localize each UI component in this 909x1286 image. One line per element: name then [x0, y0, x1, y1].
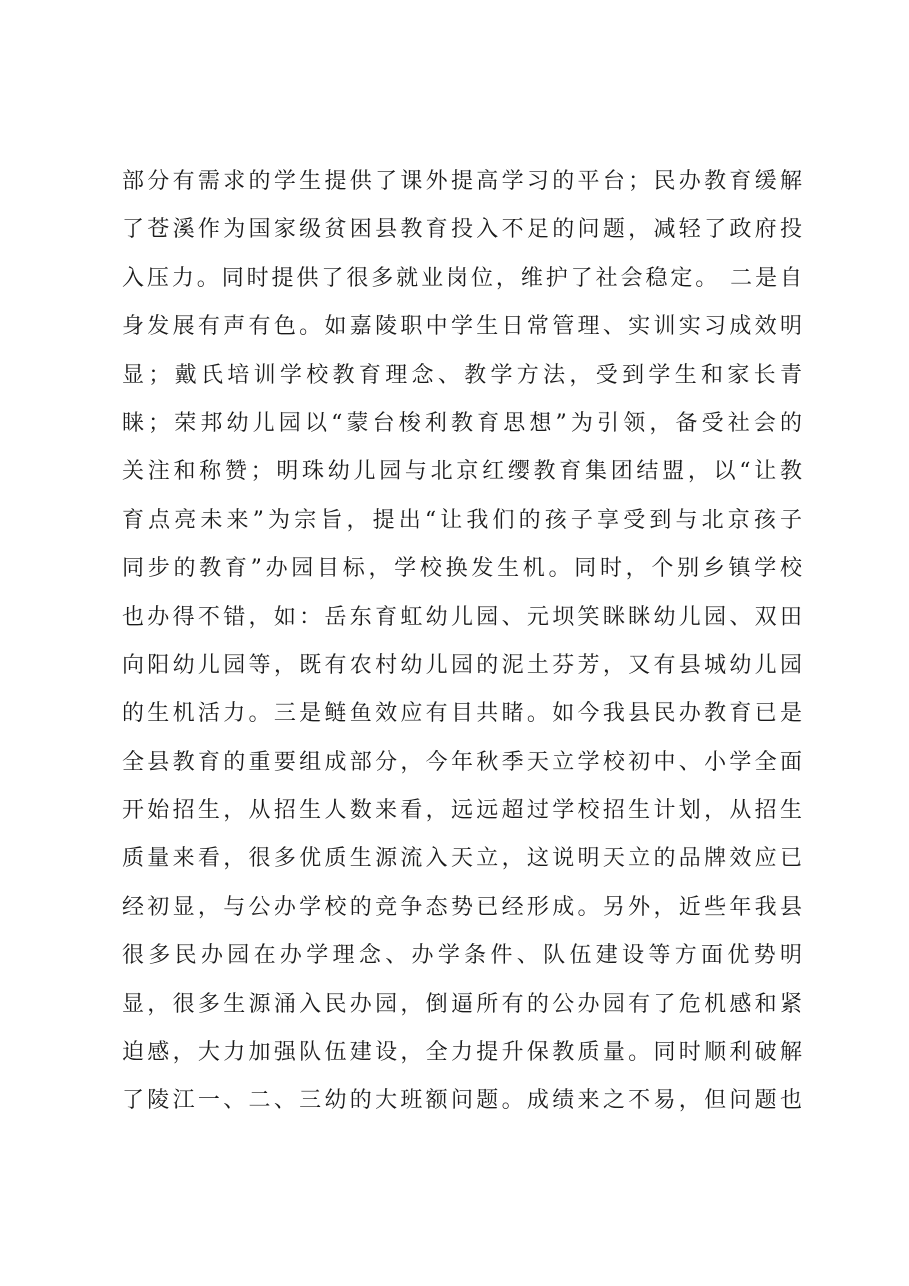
text-line: 同步的教育”办园目标，学校换发生机。同时，个别乡镇学校	[122, 556, 802, 582]
text-line: 很多民办园在办学理念、办学条件、队伍建设等方面优势明	[122, 943, 802, 969]
text-line: 的生机活力。三是鲢鱼效应有目共睹。如今我县民办教育已是	[122, 701, 802, 727]
text-line: 经初显，与公办学校的竞争态势已经形成。另外，近些年我县	[122, 894, 802, 920]
text-line: 质量来看，很多优质生源流入天立，这说明天立的品牌效应已	[122, 846, 802, 872]
text-line: 也办得不错，如：岳东育虹幼儿园、元坝笑眯眯幼儿园、双田	[122, 604, 802, 630]
text-line: 入压力。同时提供了很多就业岗位，维护了社会稳定。 二是自	[122, 265, 802, 291]
text-line: 迫感，大力加强队伍建设，全力提升保教质量。同时顺利破解	[122, 1040, 802, 1066]
text-line: 了陵江一、二、三幼的大班额问题。成绩来之不易，但问题也	[122, 1088, 802, 1114]
text-line: 向阳幼儿园等，既有农村幼儿园的泥土芬芳，又有县城幼儿园	[122, 652, 802, 678]
text-line: 身发展有声有色。如嘉陵职中学生日常管理、实训实习成效明	[122, 314, 802, 340]
text-line: 育点亮未来”为宗旨，提出“让我们的孩子享受到与北京孩子	[122, 507, 802, 533]
text-line: 关注和称赞；明珠幼儿园与北京红缨教育集团结盟，以“让教	[122, 459, 802, 485]
text-line: 了苍溪作为国家级贫困县教育投入不足的问题，减轻了政府投	[122, 217, 802, 243]
text-line: 睐；荣邦幼儿园以“蒙台梭利教育思想”为引领，备受社会的	[122, 410, 802, 436]
text-line: 显；戴氏培训学校教育理念、教学方法，受到学生和家长青	[122, 362, 802, 388]
text-line: 显，很多生源涌入民办园，倒逼所有的公办园有了危机感和紧	[122, 991, 802, 1017]
text-line: 部分有需求的学生提供了课外提高学习的平台；民办教育缓解	[122, 169, 802, 194]
body-paragraph	[122, 158, 802, 1126]
text-line: 全县教育的重要组成部分，今年秋季天立学校初中、小学全面	[122, 749, 802, 775]
text-line: 开始招生，从招生人数来看，远远超过学校招生计划，从招生	[122, 798, 802, 824]
